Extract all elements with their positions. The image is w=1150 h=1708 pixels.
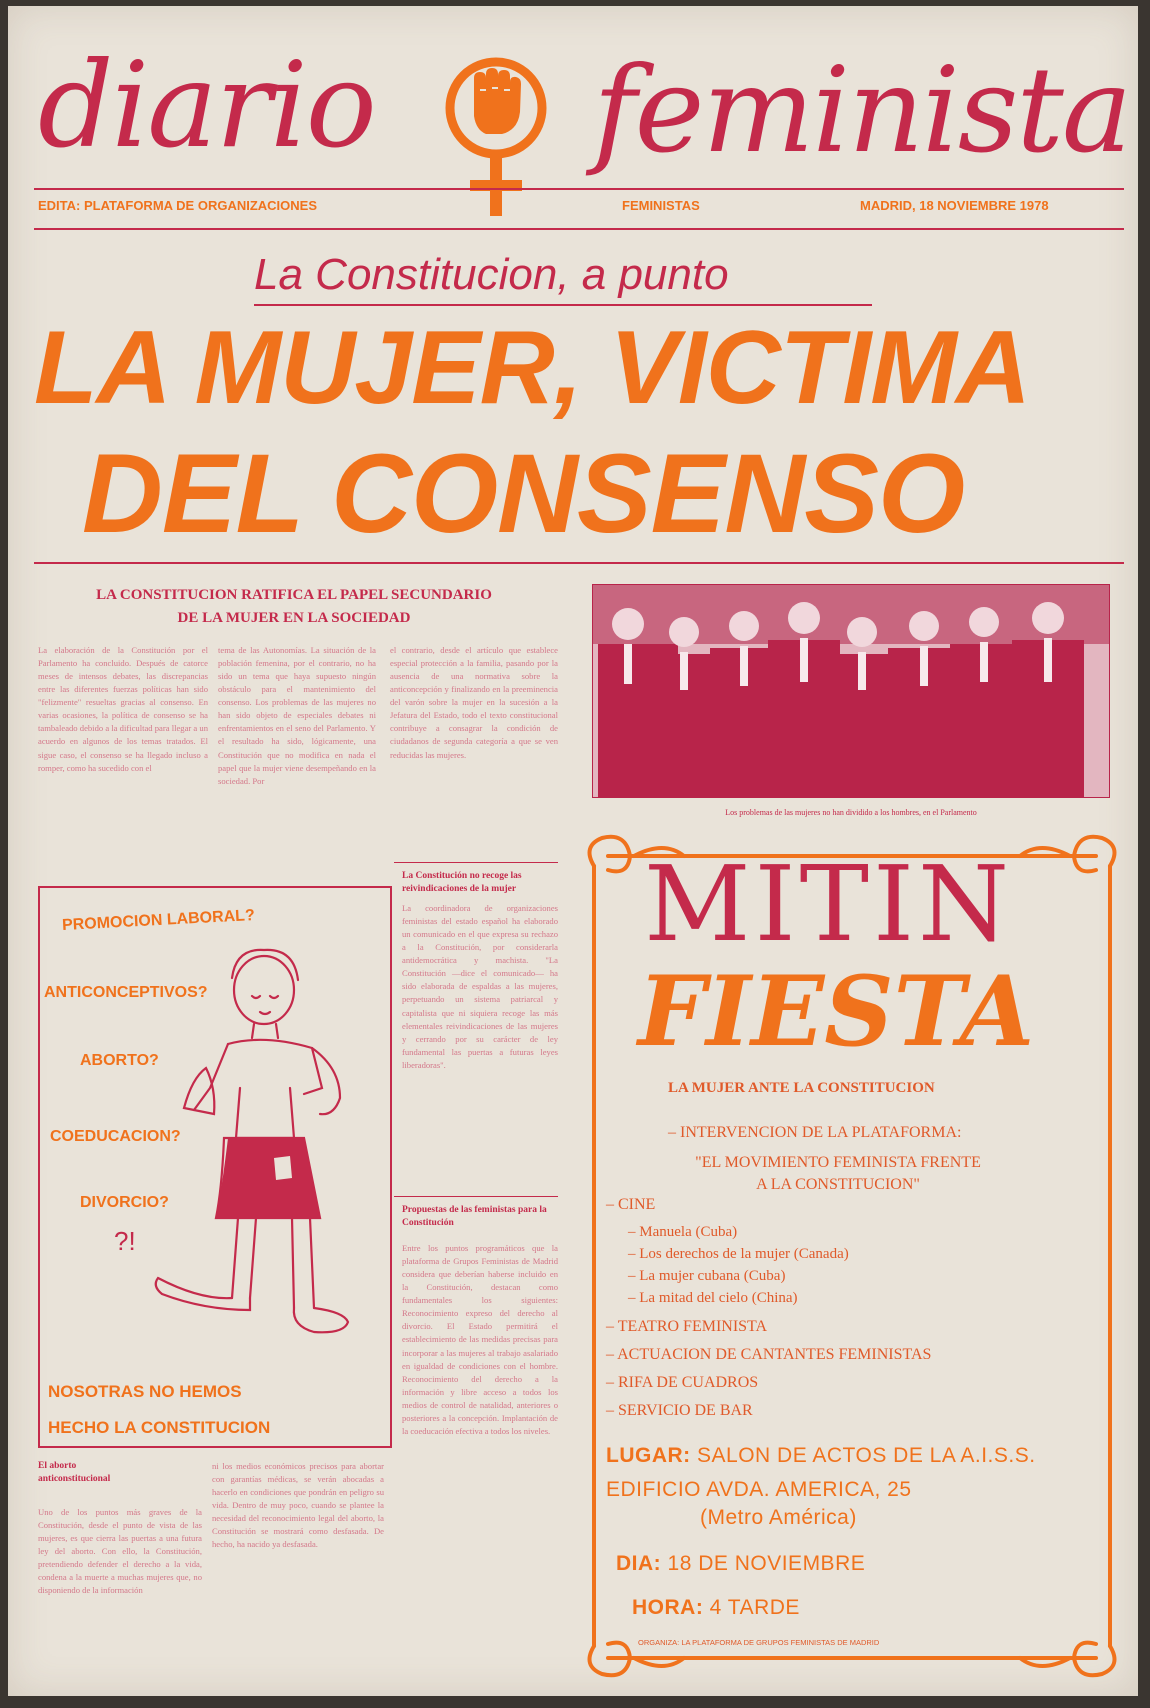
masthead-diario: diario <box>38 36 375 174</box>
article-col2: tema de las Autonomías. La situación de la población femenina, por el contrario, no ha sido un tema que haya supuesto ningún obstáculo para el mantenimiento del consenso. Los problemas de las mujeres no han sido objeto de especiales debates ni enfrentamientos en el seno del Parlamento. Y el resultado ha sido, lógicamente, una Constitución que no modifica en nada el papel que la mujer viene desempeñando en la sociedad. Por <box>218 645 376 786</box>
sub4-text2: ni los medios económicos precisos para abortar con garantías médicas, se verán abocadas a hacerlo en condiciones que pondrán en peligro su vida. Dentro de muy poco, cuando se plantee la necesidad del reconocimiento legal del aborto, la Constitución se mostrará como desfasada. De hecho, ha nacido ya desfasada. <box>212 1461 384 1550</box>
sub4-title: El aborto anticonstitucional <box>38 1461 111 1484</box>
masthead-rule-bottom <box>34 228 1124 230</box>
event-subtitle: LA MUJER ANTE LA CONSTITUCION <box>668 1080 935 1096</box>
dia-value: 18 DE NOVIEMBRE <box>667 1552 866 1575</box>
question-promocion: PROMOCION LABORAL? <box>61 906 256 935</box>
publisher-line-cont: FEMINISTAS <box>622 198 700 213</box>
article-title <box>34 584 554 631</box>
kicker: La Constitucion, a punto <box>254 250 729 299</box>
footer-line2: HECHO LA CONSTITUCION <box>48 1418 271 1437</box>
sub3-rule <box>394 1196 558 1197</box>
photo-caption: Los problemas de las mujeres no han dividido a los hombres, en el Parlamento <box>725 808 977 817</box>
sub3-title: Propuestas de las feministas para la Constitución <box>402 1205 547 1228</box>
question-aborto: ABORTO? <box>80 1052 159 1069</box>
article-col3: el contrario, desde el artículo que establece especial protección a la familia, pasando por la ausencia de una normativa sobre la anticoncepción y finalizando en la preeminencia del varón sobre la mujer en la sucesión a la Jefatura del Estado, todo el texto constitucional contribuye a consagrar la condición de ciudadanos de segunda categoría a que se ven reducidas las mujeres. <box>390 645 558 760</box>
film-3: – La mujer cubana (Cuba) <box>628 1268 786 1284</box>
event-title-fiesta: FIESTA <box>638 955 1035 1068</box>
sub2-rule <box>394 862 558 863</box>
event-edificio: EDIFICIO AVDA. AMERICA, 25 <box>606 1478 912 1501</box>
film-1: – Manuela (Cuba) <box>628 1224 738 1240</box>
parliament-photo <box>592 584 1110 798</box>
headline-line2: DEL CONSENSO <box>82 431 965 556</box>
event-quote-line2: A LA CONSTITUCION" <box>756 1176 920 1193</box>
sub2-title: La Constitución no recoge las reivindicaciones de la mujer <box>402 871 522 894</box>
question-marks: ?! <box>114 1226 136 1256</box>
event-metro: (Metro América) <box>700 1506 857 1529</box>
headline-line1: LA MUJER, VICTIMA <box>34 310 1031 426</box>
masthead-rule-top <box>34 188 1124 190</box>
dia-label: DIA: <box>616 1552 662 1575</box>
lugar-value: SALON DE ACTOS DE LA A.I.S.S. <box>697 1444 1036 1467</box>
question-anticonceptivos: ANTICONCEPTIVOS? <box>44 984 208 1001</box>
article-title-line1: LA CONSTITUCION RATIFICA EL PAPEL SECUNDARIO <box>96 587 492 603</box>
question-divorcio: DIVORCIO? <box>80 1194 169 1211</box>
footer-line1: NOSOTRAS NO HEMOS <box>48 1382 242 1401</box>
hora-label: HORA: <box>632 1596 704 1619</box>
event-item-bar: – SERVICIO DE BAR <box>606 1402 753 1419</box>
sub4-text: Uno de los puntos más graves de la Constitución, desde el punto de vista de las mujeres, es que cierra las puertas a una futura ley del aborto. Con ello, la Constitución, pretendiendo defender el derecho a la vida, condena a la muerte a muchas mujeres que, no disponiendo de la información <box>38 1507 202 1596</box>
event-item-actuacion: – ACTUACION DE CANTANTES FEMINISTAS <box>606 1346 932 1363</box>
lugar-label: LUGAR: <box>606 1444 691 1467</box>
film-2: – Los derechos de la mujer (Canada) <box>628 1246 849 1262</box>
poster-sheet <box>8 6 1138 1696</box>
publisher-line: EDITA: PLATAFORMA DE ORGANIZACIONES <box>38 198 318 213</box>
event-lugar <box>606 1444 1036 1468</box>
film-4: – La mitad del cielo (China) <box>628 1290 798 1306</box>
event-item-teatro: – TEATRO FEMINISTA <box>606 1318 768 1335</box>
event-item-intervencion: – INTERVENCION DE LA PLATAFORMA: <box>668 1124 962 1141</box>
masthead-feminista: feminista <box>593 41 1131 179</box>
event-item-cine: – CINE <box>606 1196 656 1213</box>
fist-venus-logo-icon <box>440 50 558 220</box>
event-quote-line1: "EL MOVIMIENTO FEMINISTA FRENTE <box>695 1154 981 1171</box>
sub2-text: La coordinadora de organizaciones feministas del estado español ha elaborado un comunicado en el que expresa su rechazo a la Constitución, por considerarla antidemocrática y machista. "La Constitución —dice el comunicado— ha sido elaborada de espaldas a las mujeres, perpetuando un sistema patriarcal y capitalista que ni siquiera recoge las más elementales reivindicaciones de las mujeres y cerrando por su carácter de ley fundamental las puertas a futuras leyes liberadoras". <box>402 903 558 1070</box>
woman-illustration <box>144 938 372 1368</box>
sub3-text: Entre los puntos programáticos que la plataforma de Grupos Feministas de Madrid considera que deberían haberse incluido en la Constitución, destacan como fundamentales los siguientes: Reconocimiento expreso del derecho al divorcio. El Estado permitirá el establecimiento de las medidas precisas para incorporar a las mujeres al trabajo asalariado en igualdad de condiciones con el hombre. Reconocimiento del derecho a la información y libre acceso a todos los medios de control de natalidad, anteriores o posteriores a la concepción. Implantación de la coeducación efectiva a todos los niveles. <box>402 1243 558 1436</box>
article-title-line2: DE LA MUJER EN LA SOCIEDAD <box>177 610 411 627</box>
event-item-rifa: – RIFA DE CUADROS <box>606 1374 759 1391</box>
event-title-mitin: MITIN <box>644 843 1014 965</box>
event-dia <box>616 1552 865 1576</box>
hora-value: 4 TARDE <box>709 1596 800 1619</box>
headline-rule <box>34 562 1124 564</box>
event-organiza: ORGANIZA: LA PLATAFORMA DE GRUPOS FEMINISTAS DE MADRID <box>638 1638 880 1647</box>
article-col1: La elaboración de la Constitución por el Parlamento ha concluido. Después de catorce meses de intensos debates, las discrepancias entre las diferentes fuerzas políticas han sido "felizmente" resueltas gracias al consenso. En varias ocasiones, la política de consenso se ha tambaleado debido a la dificultad para llegar a un acuerdo en algunos de los temas tratados. El sigue caso, el consenso se ha llegado incluso a romper, como ha sucedido con el <box>38 645 208 773</box>
kicker-underline <box>254 304 872 306</box>
event-hora <box>632 1596 800 1620</box>
questions-box <box>38 886 392 1448</box>
dateline: MADRID, 18 NOVIEMBRE 1978 <box>860 198 1049 213</box>
question-coeducacion: COEDUCACION? <box>50 1128 181 1145</box>
